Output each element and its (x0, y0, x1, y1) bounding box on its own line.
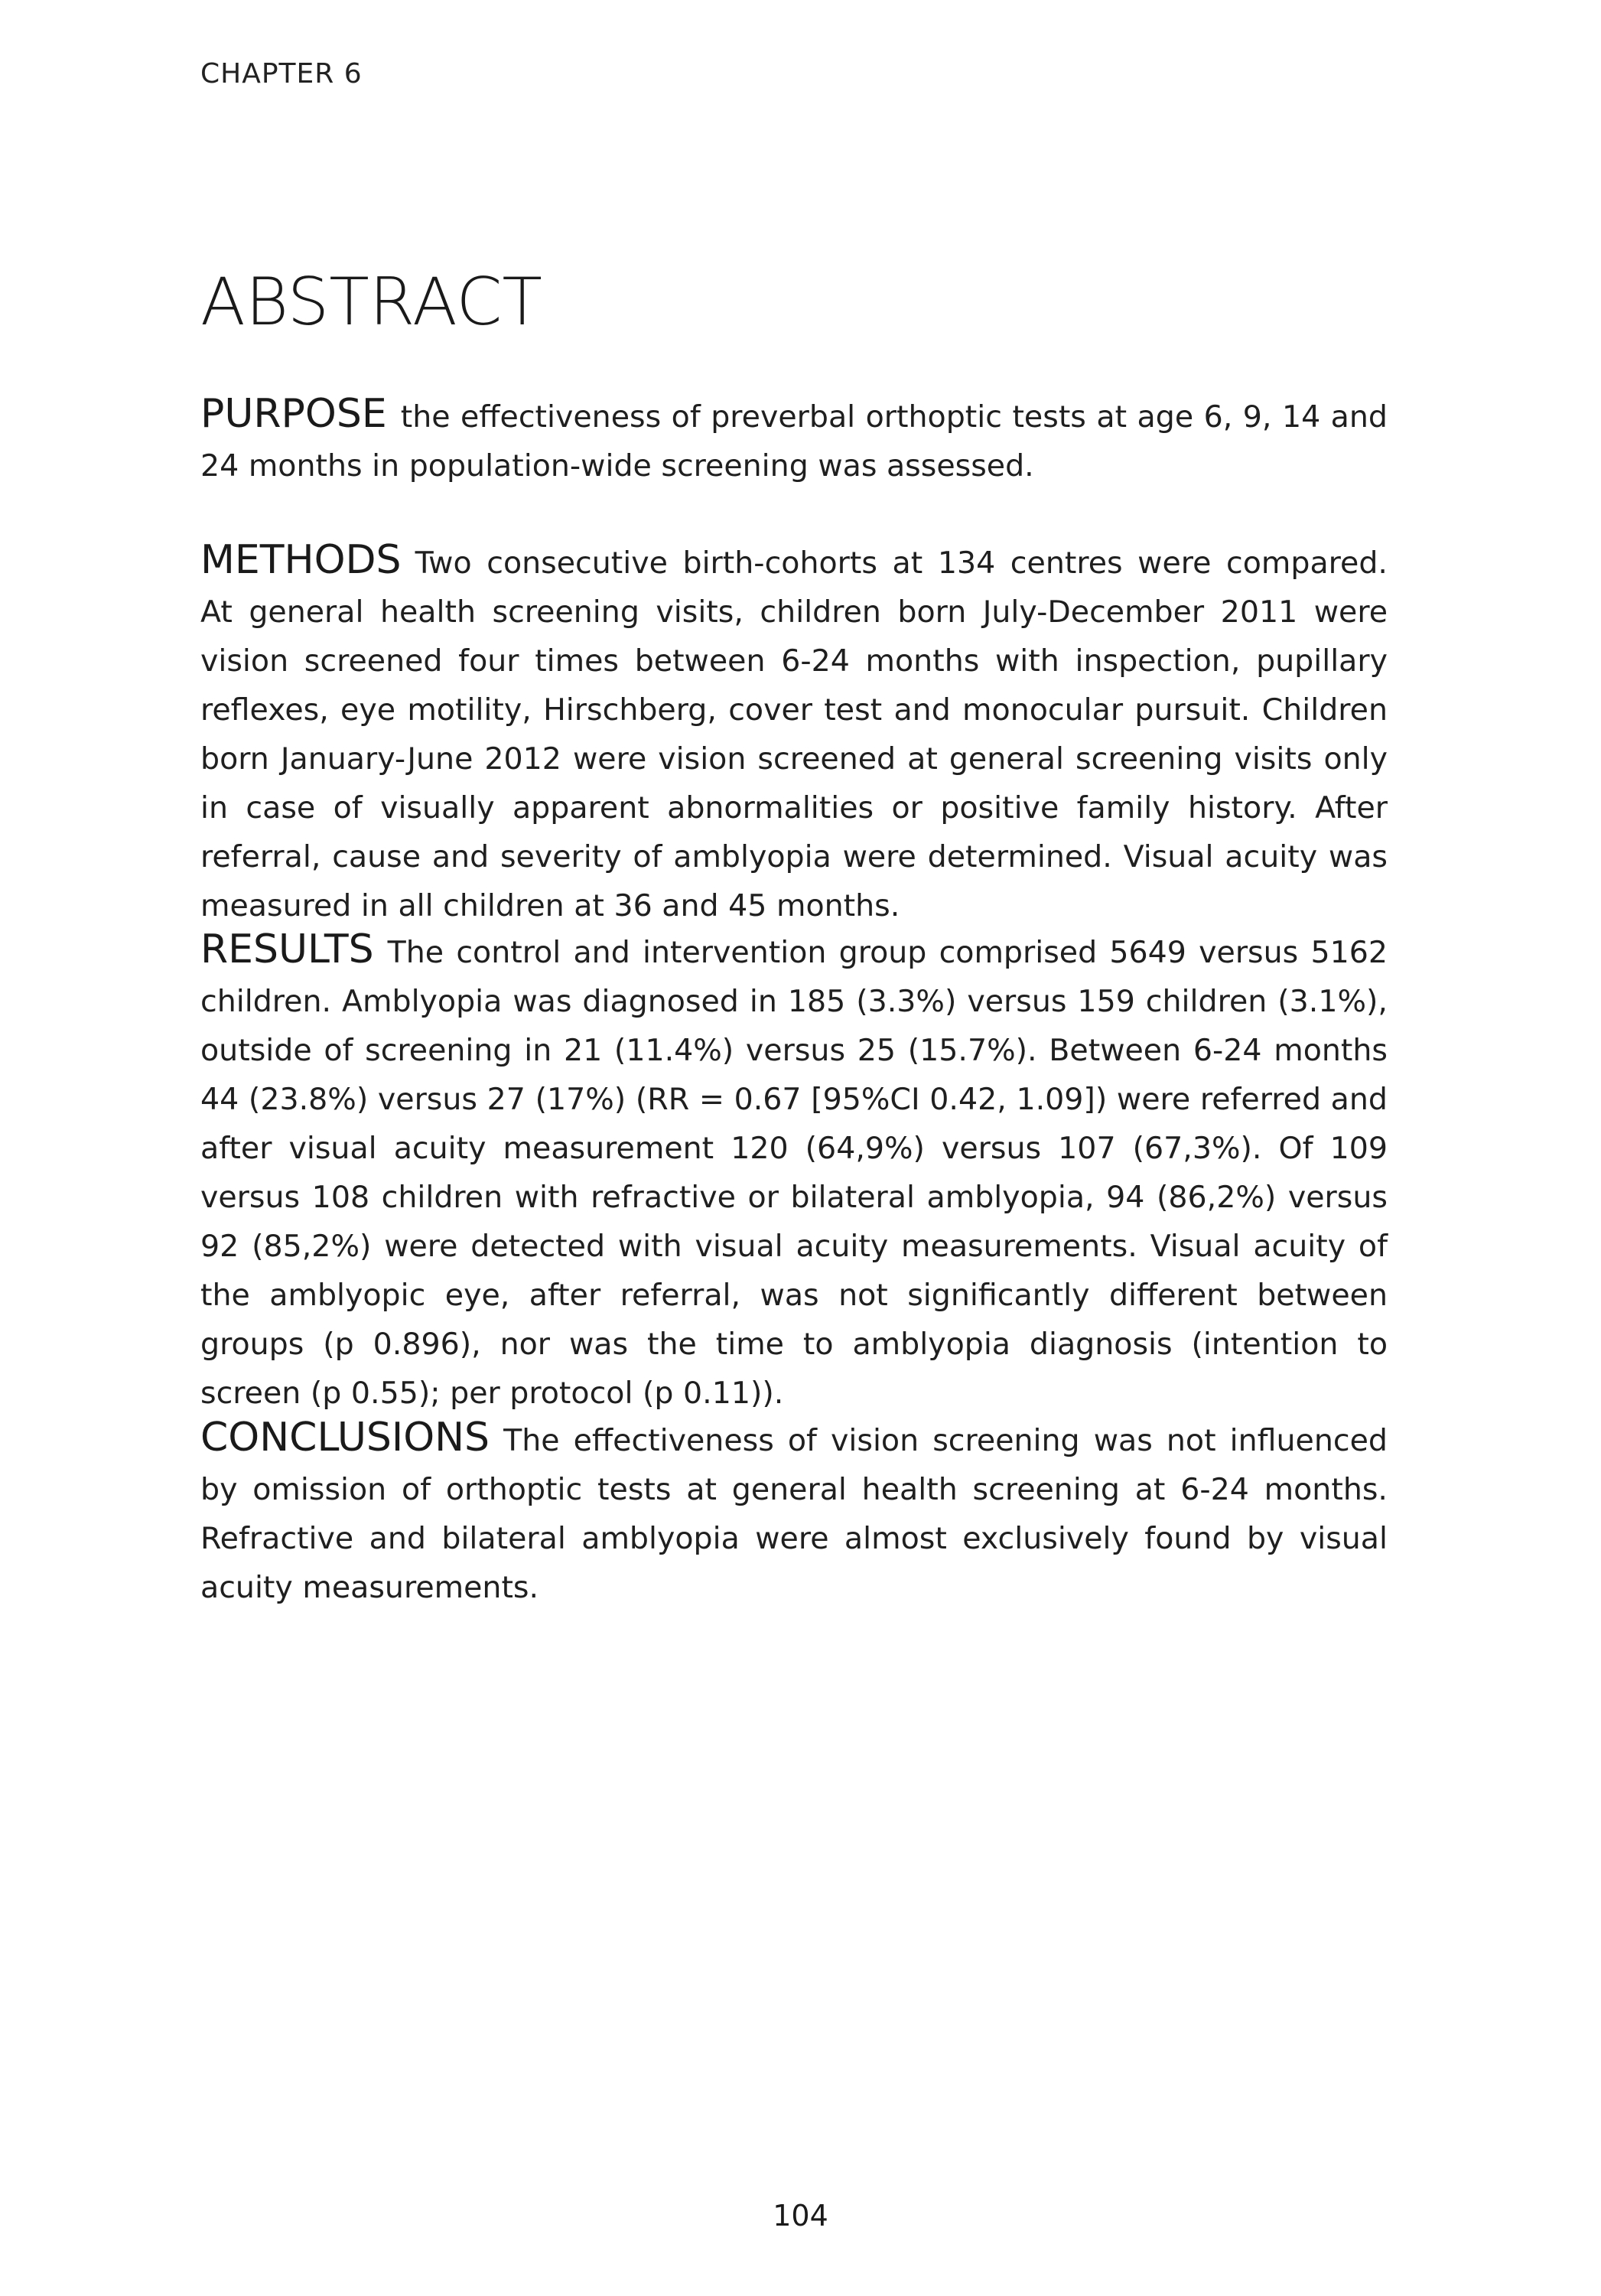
methods-text: Two consecutive birth-cohorts at 134 centres were compared. At general health screening visits, children born July-December 2011 were vision screened four times between 6-24 months with inspection, pupillary reflexes, eye motility, Hirschberg, cover test and monocular pursuit. Children born January-June 2012 were vision screened at general screening visits only in case of visually apparent abnormalities or positive family history. After referral, cause and severity of amblyopia were determined. Visual acuity was measured in all children at 36 and 45 months. (200, 546, 1388, 923)
conclusions-text: The effectiveness of vision screening was not influenced by omission of orthoptic tests at general health screening at 6-24 months. Refractive and bilateral amblyopia were almost exclusively found by visual acuity measurements. (200, 1423, 1388, 1605)
methods-heading: METHODS (200, 537, 402, 583)
conclusions-section (200, 1413, 1388, 1612)
page-number: 104 (773, 2199, 828, 2232)
purpose-heading: PURPOSE (200, 391, 387, 437)
purpose-section (200, 389, 1388, 490)
methods-section (200, 536, 1388, 930)
abstract-title: ABSTRACT (200, 264, 542, 340)
chapter-header: CHAPTER 6 (200, 58, 363, 90)
results-section (200, 925, 1388, 1418)
conclusions-heading: CONCLUSIONS (200, 1415, 490, 1461)
results-heading: RESULTS (200, 927, 374, 972)
purpose-text: the effectiveness of preverbal orthoptic tests at age 6, 9, 14 and 24 months in population-wide screening was assessed. (200, 399, 1388, 484)
results-text: The control and intervention group comprised 5649 versus 5162 children. Amblyopia was diagnosed in 185 (3.3%) versus 159 children (3.1%), outside of screening in 21 (11.4%) versus 25 (15.7%). Between 6-24 months 44 (23.8%) versus 27 (17%) (RR = 0.67 [95%CI 0.42, 1.09]) were referred and after visual acuity measurement 120 (64,9%) versus 107 (67,3%). Of 109 versus 108 children with refractive or bilateral amblyopia, 94 (86,2%) versus 92 (85,2%) were detected with visual acuity measurements. Visual acuity of the amblyopic eye, after referral, was not significantly different between groups (p 0.896), nor was the time to amblyopia diagnosis (intention to screen (p 0.55); per protocol (p 0.11)). (200, 935, 1388, 1411)
